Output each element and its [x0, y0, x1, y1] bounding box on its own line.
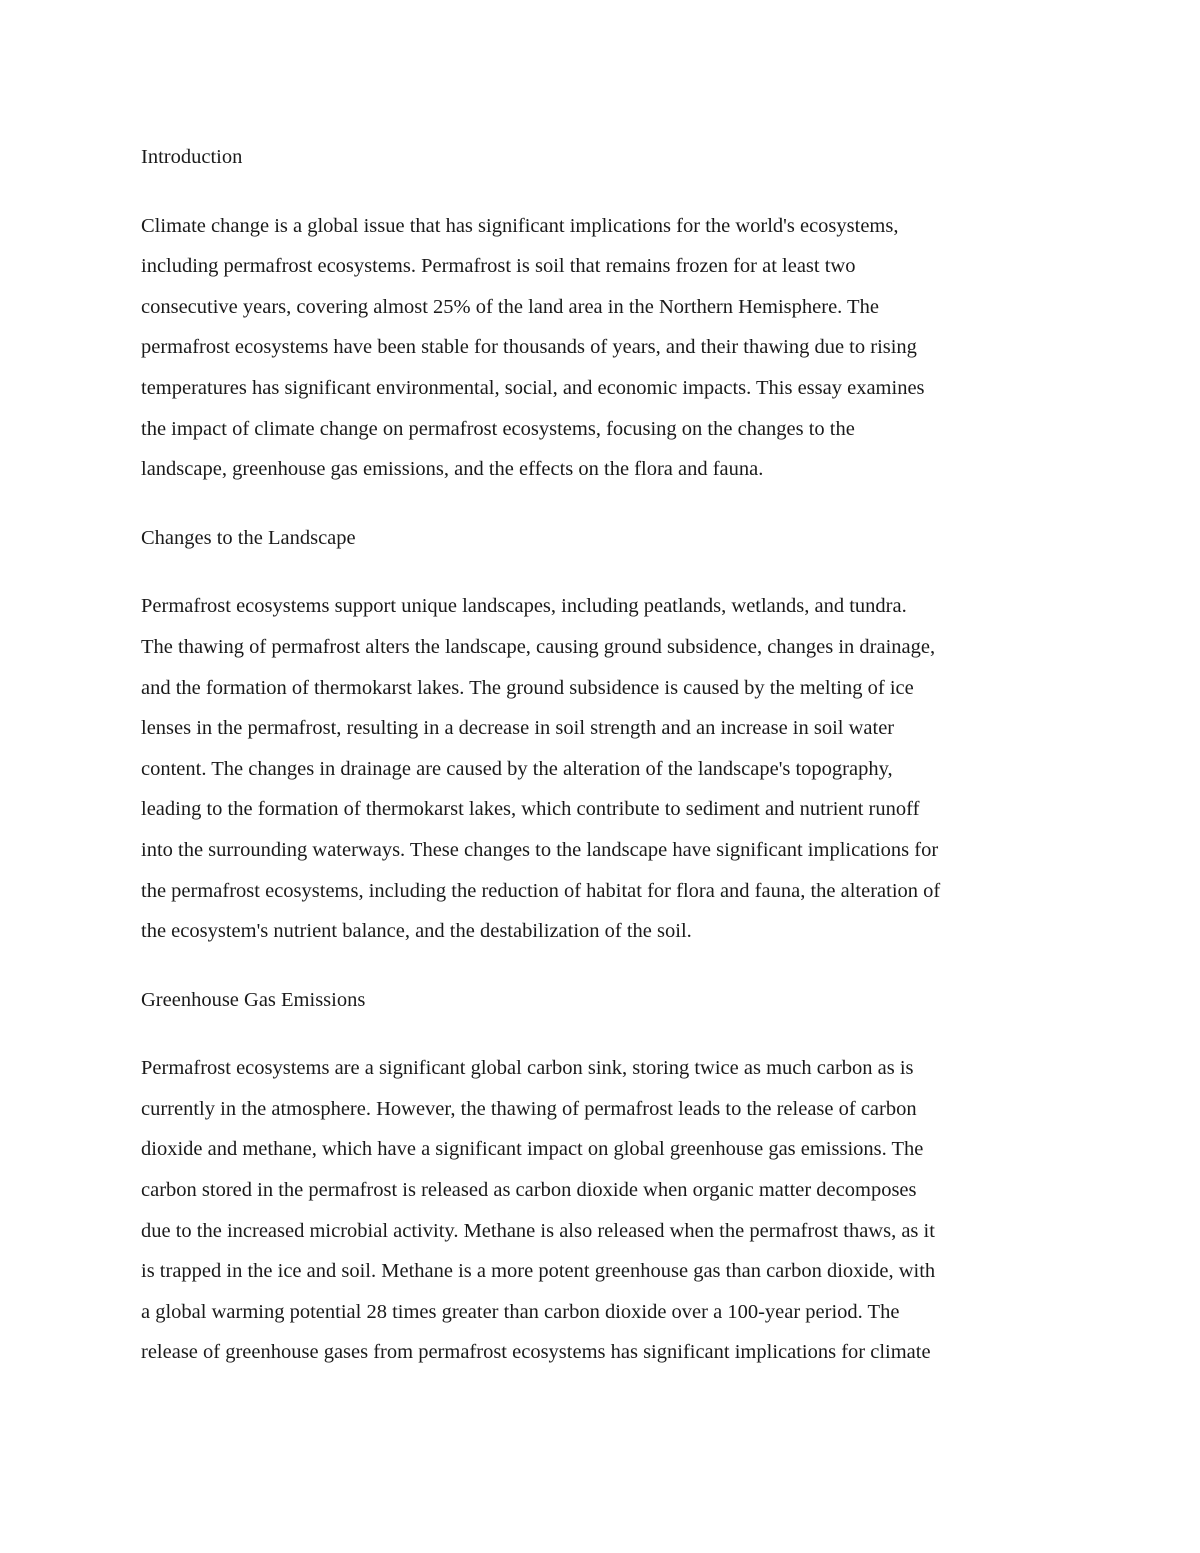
landscape-paragraph [141, 586, 1063, 951]
paragraph-line: the impact of climate change on permafrost ecosystems, focusing on the changes to the [141, 417, 855, 440]
paragraph-line: Climate change is a global issue that has significant implications for the world's ecosystems, [141, 214, 899, 237]
paragraph-line: content. The changes in drainage are caused by the alteration of the landscape's topography, [141, 757, 893, 780]
paragraph-line: temperatures has significant environmental, social, and economic impacts. This essay examines [141, 376, 925, 399]
document-body [141, 137, 1063, 1401]
paragraph-line: due to the increased microbial activity. Methane is also released when the permafrost thaws, as it [141, 1219, 935, 1242]
paragraph-line: leading to the formation of thermokarst lakes, which contribute to sediment and nutrient runoff [141, 798, 920, 821]
paragraph-line: dioxide and methane, which have a significant impact on global greenhouse gas emissions. The [141, 1138, 924, 1161]
paragraph-line: and the formation of thermokarst lakes. The ground subsidence is caused by the melting of ice [141, 676, 914, 699]
paragraph-line: carbon stored in the permafrost is released as carbon dioxide when organic matter decomposes [141, 1179, 917, 1202]
paragraph-line: The thawing of permafrost alters the landscape, causing ground subsidence, changes in drainage, [141, 635, 936, 658]
introduction-paragraph [141, 206, 1063, 490]
paragraph-line: Permafrost ecosystems are a significant global carbon sink, storing twice as much carbon as is [141, 1057, 914, 1080]
section-heading-landscape: Changes to the Landscape [141, 526, 356, 549]
paragraph-line: Permafrost ecosystems support unique landscapes, including peatlands, wetlands, and tundra. [141, 595, 907, 618]
paragraph-line: permafrost ecosystems have been stable for thousands of years, and their thawing due to rising [141, 336, 917, 359]
paragraph-line: the permafrost ecosystems, including the reduction of habitat for flora and fauna, the alteration of [141, 879, 941, 902]
section-heading-greenhouse: Greenhouse Gas Emissions [141, 988, 366, 1011]
section-heading-introduction: Introduction [141, 146, 243, 168]
greenhouse-paragraph [141, 1048, 1063, 1373]
paragraph-line: landscape, greenhouse gas emissions, and the effects on the flora and fauna. [141, 458, 764, 481]
paragraph-line: consecutive years, covering almost 25% of the land area in the Northern Hemisphere. The [141, 295, 879, 318]
paragraph-line: into the surrounding waterways. These changes to the landscape have significant implications for [141, 838, 939, 861]
paragraph-line: a global warming potential 28 times greater than carbon dioxide over a 100-year period. The [141, 1300, 900, 1323]
paragraph-line: release of greenhouse gases from permafrost ecosystems has significant implications for climate [141, 1341, 931, 1364]
paragraph-line: currently in the atmosphere. However, the thawing of permafrost leads to the release of carbon [141, 1097, 917, 1120]
paragraph-line: is trapped in the ice and soil. Methane is a more potent greenhouse gas than carbon dioxide, with [141, 1260, 936, 1283]
paragraph-line: lenses in the permafrost, resulting in a decrease in soil strength and an increase in soil water [141, 717, 895, 740]
paragraph-line: including permafrost ecosystems. Permafrost is soil that remains frozen for at least two [141, 255, 856, 278]
paragraph-line: the ecosystem's nutrient balance, and the destabilization of the soil. [141, 920, 692, 943]
